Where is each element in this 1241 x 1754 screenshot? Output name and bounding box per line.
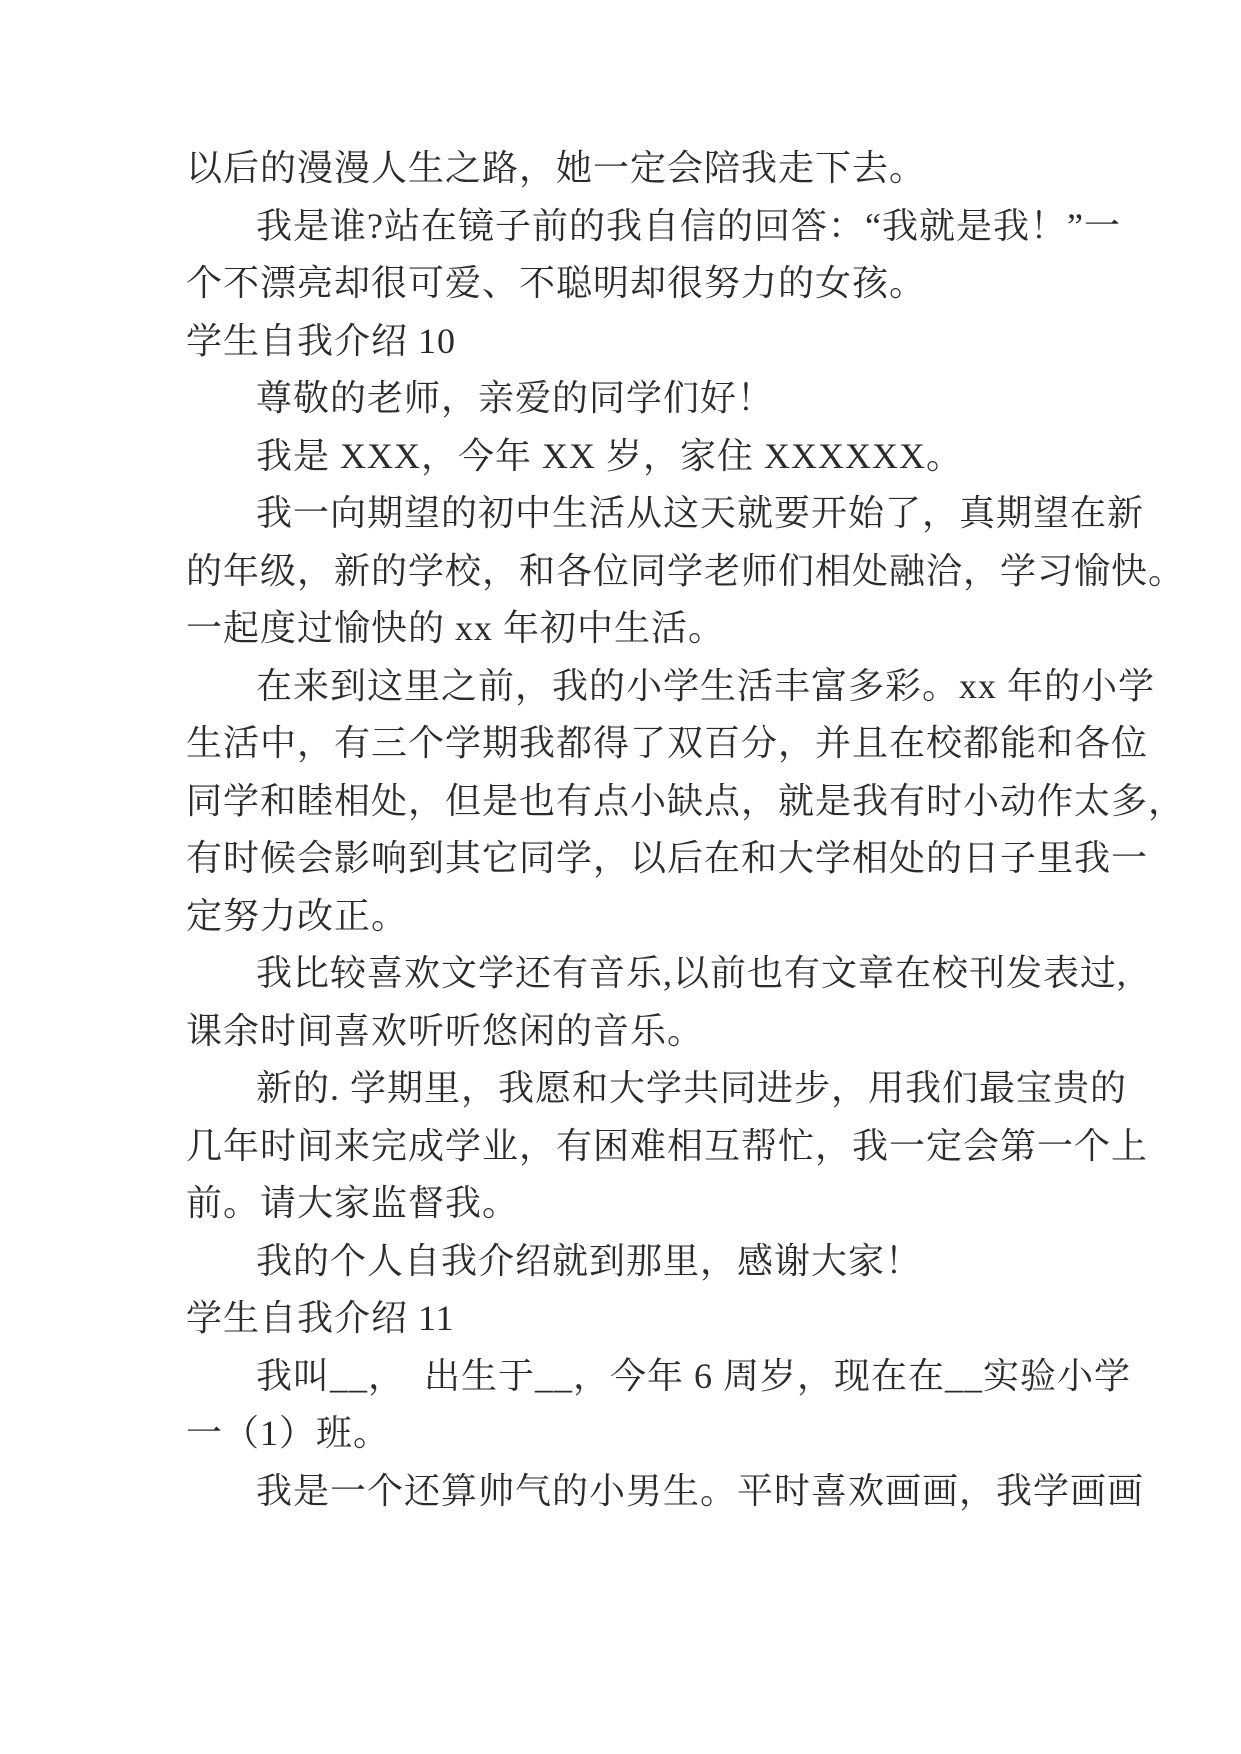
section-heading: 学生自我介绍 11 bbox=[186, 1298, 455, 1338]
text-line: 尊敬的老师，亲爱的同学们好！ bbox=[256, 378, 775, 418]
text-line: 我比较喜欢文学还有音乐,以前也有文章在校刊发表过, bbox=[256, 953, 1128, 993]
text-line: 我叫__， 出生于__，今年 6 周岁，现在在__实验小学 bbox=[256, 1355, 1132, 1396]
text-line: 的年级，新的学校，和各位同学老师们相处融洽，学习愉快。 bbox=[186, 550, 1186, 591]
section-heading: 学生自我介绍 10 bbox=[186, 320, 457, 361]
text-line: 我是 XXX，今年 XX 岁，家住 XXXXXX。 bbox=[256, 435, 963, 476]
text-line: 生活中，有三个学期我都得了双百分，并且在校都能和各位 bbox=[186, 723, 1149, 763]
text-line: 新的. 学期里，我愿和大学共同进步，用我们最宝贵的 bbox=[256, 1068, 1128, 1108]
text-line: 定努力改正。 bbox=[186, 895, 409, 936]
text-line: 几年时间来完成学业，有困难相互帮忙，我一定会第一个上 bbox=[186, 1125, 1149, 1166]
text-line: 个不漂亮却很可爱、不聪明却很努力的女孩。 bbox=[186, 263, 927, 303]
text-line: 我是一个还算帅气的小男生。平时喜欢画画，我学画画 bbox=[256, 1470, 1145, 1511]
document-text-body bbox=[186, 140, 1186, 1520]
text-line: 前。请大家监督我。 bbox=[186, 1183, 520, 1223]
text-line: 同学和睦相处，但是也有点小缺点，就是我有时小动作太多， bbox=[186, 780, 1186, 821]
text-line: 一（1）班。 bbox=[186, 1413, 391, 1453]
text-line: 以后的漫漫人生之路，她一定会陪我走下去。 bbox=[186, 148, 927, 188]
text-line: 我的个人自我介绍就到那里，感谢大家！ bbox=[256, 1240, 923, 1281]
text-line: 在来到这里之前，我的小学生活丰富多彩。xx 年的小学 bbox=[256, 665, 1156, 706]
text-line: 有时候会影响到其它同学，以后在和大学相处的日子里我一 bbox=[186, 838, 1149, 878]
text-line: 课余时间喜欢听听悠闲的音乐。 bbox=[186, 1010, 705, 1051]
text-line: 我是谁?站在镜子前的我自信的回答：“我就是我！”一 bbox=[256, 205, 1121, 246]
text-line: 一起度过愉快的 xx 年初中生活。 bbox=[186, 608, 726, 648]
text-line: 我一向期望的初中生活从这天就要开始了，真期望在新 bbox=[256, 493, 1145, 533]
